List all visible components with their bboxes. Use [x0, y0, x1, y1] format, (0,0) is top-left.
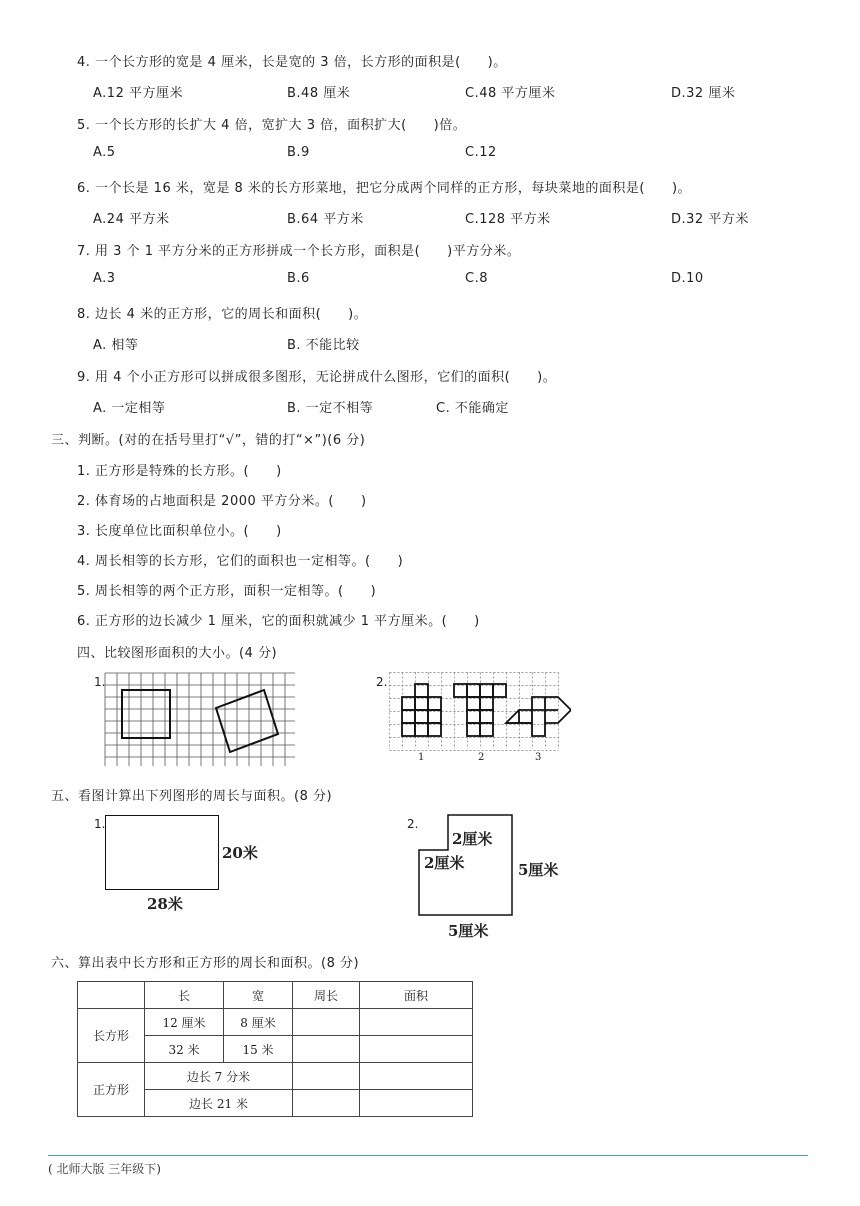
q4-option-d: D.32 厘米	[671, 86, 736, 101]
q5-option-c: C.12	[465, 145, 497, 160]
header-length: 长	[145, 982, 224, 1009]
table-section-title: 六、算出表中长方形和正方形的周长和面积。(8 分)	[51, 956, 360, 971]
q6-option-d: D.32 平方米	[671, 212, 749, 227]
compare-figure-2-label-2: 2	[478, 752, 485, 763]
question-8: 8. 边长 4 米的正方形，它的周长和面积( )。	[77, 307, 368, 322]
composite-left-label: 2厘米	[424, 854, 465, 872]
square-row-label: 正方形	[78, 1063, 145, 1117]
q7-option-a: A.3	[93, 271, 116, 286]
square-row-2-area-answer[interactable]	[360, 1090, 473, 1117]
compare-figure-2-number: 2.	[376, 675, 388, 689]
rect-row-2-width: 15 米	[224, 1036, 293, 1063]
rectangle-figure	[105, 815, 219, 890]
compare-figure-2-label-3: 3	[535, 752, 542, 763]
q9-option-b: B. 一定不相等	[287, 401, 374, 416]
footer-divider	[48, 1155, 808, 1156]
square-row-1-area-answer[interactable]	[360, 1063, 473, 1090]
q7-option-d: D.10	[671, 271, 704, 286]
question-9: 9. 用 4 个小正方形可以拼成很多图形，无论拼成什么图形，它们的面积( )。	[77, 370, 557, 385]
compare-section-title: 四、比较图形面积的大小。(4 分)	[77, 646, 278, 661]
perimeter-figure-1-number: 1.	[94, 817, 106, 831]
footer-edition: ( 北师大版 三年级下)	[48, 1162, 161, 1176]
header-perimeter: 周长	[293, 982, 360, 1009]
judge-item-2: 2. 体育场的占地面积是 2000 平方分米。( )	[77, 494, 367, 509]
rectangle-row-label: 长方形	[78, 1009, 145, 1063]
rect-row-2-area-answer[interactable]	[360, 1036, 473, 1063]
q5-option-a: A.5	[93, 145, 116, 160]
compare-figure-1-number: 1.	[94, 675, 106, 689]
judge-section-title: 三、判断。(对的在括号里打“√”，错的打“×”)(6 分)	[51, 433, 366, 448]
q8-option-a: A. 相等	[93, 338, 139, 353]
rect-row-1-perimeter-answer[interactable]	[293, 1009, 360, 1036]
q8-option-b: B. 不能比较	[287, 338, 360, 353]
rectangle-height-label: 20米	[222, 844, 258, 862]
q6-option-a: A.24 平方米	[93, 212, 170, 227]
q5-option-b: B.9	[287, 145, 310, 160]
judge-item-6: 6. 正方形的边长减少 1 厘米，它的面积就减少 1 平方厘米。( )	[77, 614, 480, 629]
q6-option-b: B.64 平方米	[287, 212, 364, 227]
rect-row-2-perimeter-answer[interactable]	[293, 1036, 360, 1063]
perimeter-section-title: 五、看图计算出下列图形的周长与面积。(8 分)	[51, 789, 333, 804]
rect-row-1-area-answer[interactable]	[360, 1009, 473, 1036]
square-row-1-side: 边长 7 分米	[145, 1063, 293, 1090]
compare-figure-2-grid	[389, 672, 571, 752]
judge-item-5: 5. 周长相等的两个正方形，面积一定相等。( )	[77, 584, 377, 599]
question-6: 6. 一个长是 16 米，宽是 8 米的长方形菜地，把它分成两个同样的正方形，每块菜地的面积是( )。	[77, 181, 692, 196]
compare-figure-1-grid	[104, 672, 296, 767]
compare-figure-2-label-1: 1	[418, 752, 425, 763]
rect-row-1-length: 12 厘米	[145, 1009, 224, 1036]
rect-row-2-length: 32 米	[145, 1036, 224, 1063]
square-row-2-perimeter-answer[interactable]	[293, 1090, 360, 1117]
square-row-1-perimeter-answer[interactable]	[293, 1063, 360, 1090]
q9-option-c: C. 不能确定	[436, 401, 509, 416]
judge-item-3: 3. 长度单位比面积单位小。( )	[77, 524, 282, 539]
q7-option-b: B.6	[287, 271, 310, 286]
q6-option-c: C.128 平方米	[465, 212, 551, 227]
judge-item-4: 4. 周长相等的长方形，它们的面积也一定相等。( )	[77, 554, 404, 569]
question-7: 7. 用 3 个 1 平方分米的正方形拼成一个长方形，面积是( )平方分米。	[77, 244, 521, 259]
calculation-table	[77, 981, 473, 1117]
header-width: 宽	[224, 982, 293, 1009]
header-area: 面积	[360, 982, 473, 1009]
q4-option-c: C.48 平方厘米	[465, 86, 556, 101]
q7-option-c: C.8	[465, 271, 488, 286]
composite-bottom-label: 5厘米	[448, 922, 489, 940]
judge-item-1: 1. 正方形是特殊的长方形。( )	[77, 464, 282, 479]
rect-row-1-width: 8 厘米	[224, 1009, 293, 1036]
q4-option-b: B.48 厘米	[287, 86, 351, 101]
composite-right-label: 5厘米	[518, 861, 559, 879]
q9-option-a: A. 一定相等	[93, 401, 166, 416]
perimeter-figure-2-number: 2.	[407, 817, 419, 831]
q4-option-a: A.12 平方厘米	[93, 86, 183, 101]
square-row-2-side: 边长 21 米	[145, 1090, 293, 1117]
table-corner-cell	[78, 982, 145, 1009]
question-5: 5. 一个长方形的长扩大 4 倍，宽扩大 3 倍，面积扩大( )倍。	[77, 118, 467, 133]
composite-top-label: 2厘米	[452, 830, 493, 848]
question-4: 4. 一个长方形的宽是 4 厘米，长是宽的 3 倍，长方形的面积是( )。	[77, 55, 507, 70]
rectangle-width-label: 28米	[147, 895, 183, 913]
